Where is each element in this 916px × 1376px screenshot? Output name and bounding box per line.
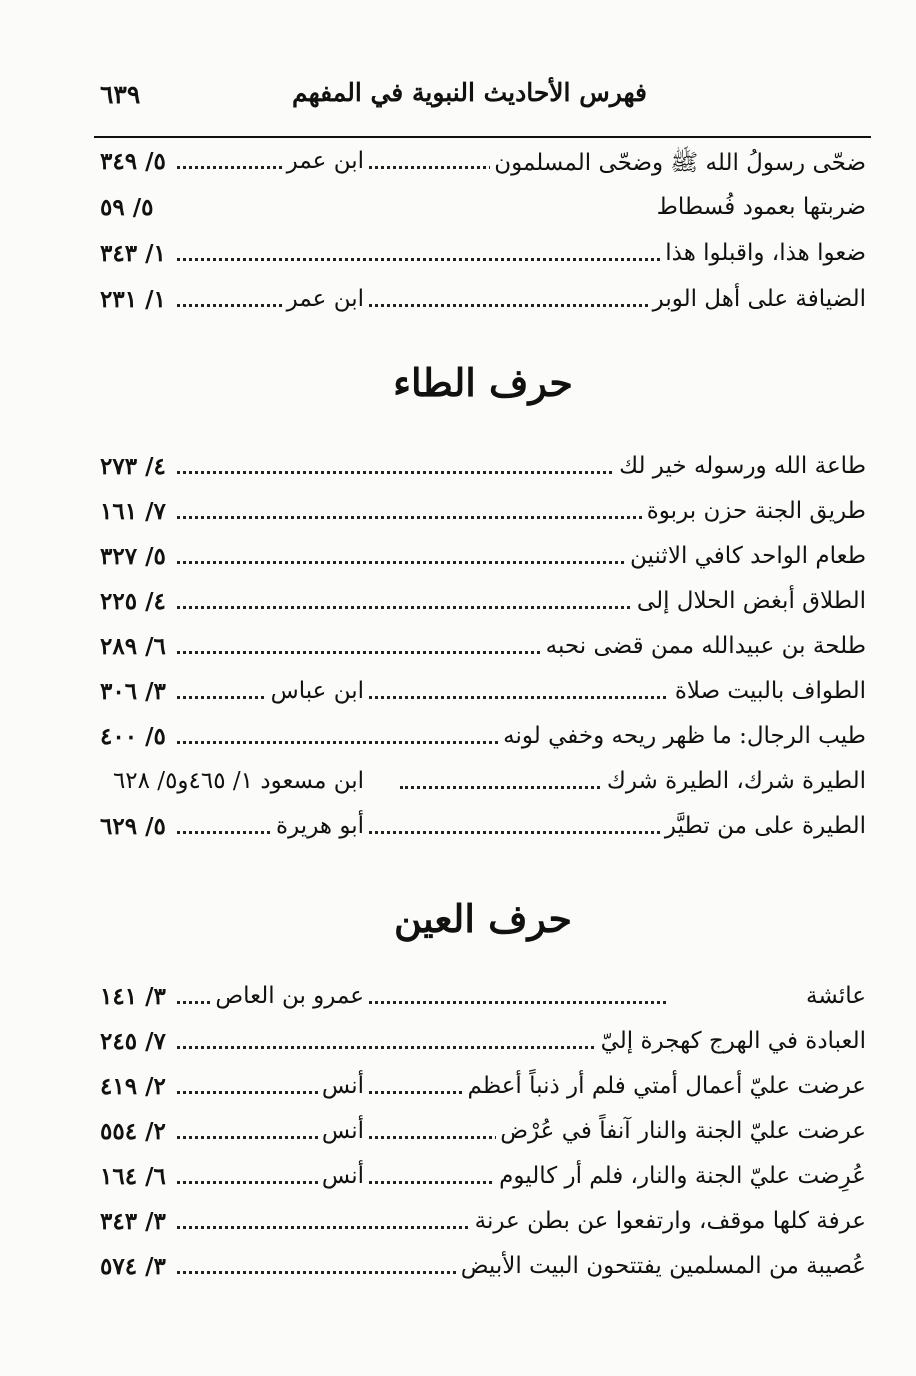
leader-dots	[160, 471, 666, 474]
volume-page-ref: ٣/ ٥٧٤	[100, 1253, 174, 1280]
narrator: ابن عمر	[283, 286, 368, 312]
hadith-text: عرضت عليّ أعمال أمتي فلم أر ذنباً أعظم	[464, 1073, 866, 1099]
hadith-text: طاعة الله ورسوله خير لك	[615, 453, 866, 479]
index-entry	[100, 1073, 866, 1113]
volume-page-ref: ١/ ٣٤٣	[100, 240, 174, 267]
index-entry	[100, 148, 866, 188]
section-heading-ta: حرف الطاء	[393, 360, 573, 405]
volume-page-ref: ٣/ ١٤١	[100, 983, 174, 1010]
index-entry	[100, 1028, 866, 1068]
volume-page-ref: ٥/ ٦٢٩	[100, 813, 174, 840]
volume-page-ref: ٧/ ٢٤٥	[100, 1028, 174, 1055]
index-entry	[100, 286, 866, 326]
volume-page-ref: ٢/ ٤١٩	[100, 1073, 174, 1100]
narrator: أنس	[318, 1163, 368, 1189]
narrator: عمرو بن العاص	[211, 983, 368, 1009]
hadith-text: ضحّى رسولُ الله ﷺ وضحّى المسلمون	[490, 148, 866, 182]
index-entry	[100, 588, 866, 628]
narrator: أبو هريرة	[272, 813, 368, 839]
hadith-text: الطواف بالبيت صلاة	[671, 678, 866, 704]
hadith-text: الضيافة على أهل الوبر	[649, 286, 866, 312]
leader-dots	[160, 1046, 666, 1049]
index-entry	[100, 453, 866, 493]
volume-page-ref: ٤/ ٢٧٣	[100, 453, 174, 480]
leader-dots	[160, 516, 666, 519]
hadith-text: العبادة في الهرج كهجرة إليّ	[597, 1028, 866, 1054]
volume-page-ref: ٥/ ٣٢٧	[100, 543, 174, 570]
leader-dots	[160, 831, 666, 834]
volume-page-ref: ٥/ ٥٩	[100, 194, 162, 221]
leader-dots	[160, 696, 666, 699]
hadith-text: طلحة بن عبيدالله ممن قضى نحبه	[542, 633, 866, 659]
narrator: ابن عباس	[267, 678, 368, 704]
index-entry	[100, 983, 866, 1023]
hadith-text: عائشة	[802, 983, 866, 1009]
running-title: فهرس الأحاديث النبوية في المفهم	[291, 78, 647, 107]
volume-page-ref: ٤/ ٢٢٥	[100, 588, 174, 615]
header-rule	[94, 136, 871, 138]
hadith-text: طيب الرجال: ما ظهر ريحه وخفي لونه	[499, 723, 866, 749]
page-header	[100, 78, 866, 130]
index-entry	[100, 1253, 866, 1293]
hadith-text: عرضت عليّ الجنة والنار آنفاً في عُرْض	[496, 1118, 866, 1144]
index-entry	[100, 1163, 866, 1203]
hadith-text: الطيرة على من تطيَّر	[661, 813, 866, 839]
index-entry	[100, 678, 866, 718]
volume-page-ref: ٥/ ٣٤٩	[100, 148, 174, 175]
leader-dots	[160, 304, 666, 307]
volume-page-ref: ٣/ ٣٠٦	[100, 678, 174, 705]
hadith-text: عُصيبة من المسلمين يفتتحون البيت الأبيض	[457, 1253, 866, 1279]
index-entry	[100, 240, 866, 280]
volume-page-ref: ٥/ ٤٠٠	[100, 723, 174, 750]
narrator: ابن عمر	[283, 148, 368, 174]
hadith-text: الطيرة شرك، الطيرة شرك	[603, 768, 866, 794]
index-entry	[100, 723, 866, 763]
index-entry	[100, 543, 866, 583]
leader-dots	[160, 561, 666, 564]
volume-page-ref: ١/ ٢٣١	[100, 286, 174, 313]
narrator: أنس	[318, 1118, 368, 1144]
volume-page-ref: ٦/ ٢٨٩	[100, 633, 174, 660]
page-number: ٦٣٩	[100, 80, 141, 109]
leader-dots	[160, 258, 666, 261]
index-entry	[100, 633, 866, 673]
hadith-text: ضعوا هذا، واقبلوا هذا	[661, 240, 866, 266]
index-entry	[100, 813, 866, 853]
hadith-text: الطلاق أبغض الحلال إلى	[633, 588, 866, 614]
hadith-text: ضربتها بعمود فُسطاط	[653, 194, 866, 220]
hadith-text: طريق الجنة حزن بربوة	[643, 498, 866, 524]
hadith-text: عرفة كلها موقف، وارتفعوا عن بطن عرنة	[471, 1208, 866, 1234]
volume-page-ref: ٦/ ١٦٤	[100, 1163, 174, 1190]
index-page	[100, 78, 866, 1280]
volume-page-ref: ٢/ ٥٥٤	[100, 1118, 174, 1145]
section-heading-ayn: حرف العين	[394, 896, 572, 941]
index-entry	[100, 1208, 866, 1248]
narrator: ابن مسعود ١/ ٤٦٥و٥/ ٦٢٨	[109, 768, 368, 794]
hadith-text: طعام الواحد كافي الاثنين	[626, 543, 866, 569]
index-entry	[100, 768, 866, 808]
hadith-text: عُرِضت عليّ الجنة والنار، فلم أر كاليوم	[495, 1163, 866, 1189]
index-entry	[100, 194, 866, 234]
index-entry	[100, 498, 866, 538]
volume-page-ref: ٧/ ١٦١	[100, 498, 174, 525]
volume-page-ref: ٣/ ٣٤٣	[100, 1208, 174, 1235]
narrator: أنس	[318, 1073, 368, 1099]
leader-dots	[160, 606, 666, 609]
index-entry	[100, 1118, 866, 1158]
